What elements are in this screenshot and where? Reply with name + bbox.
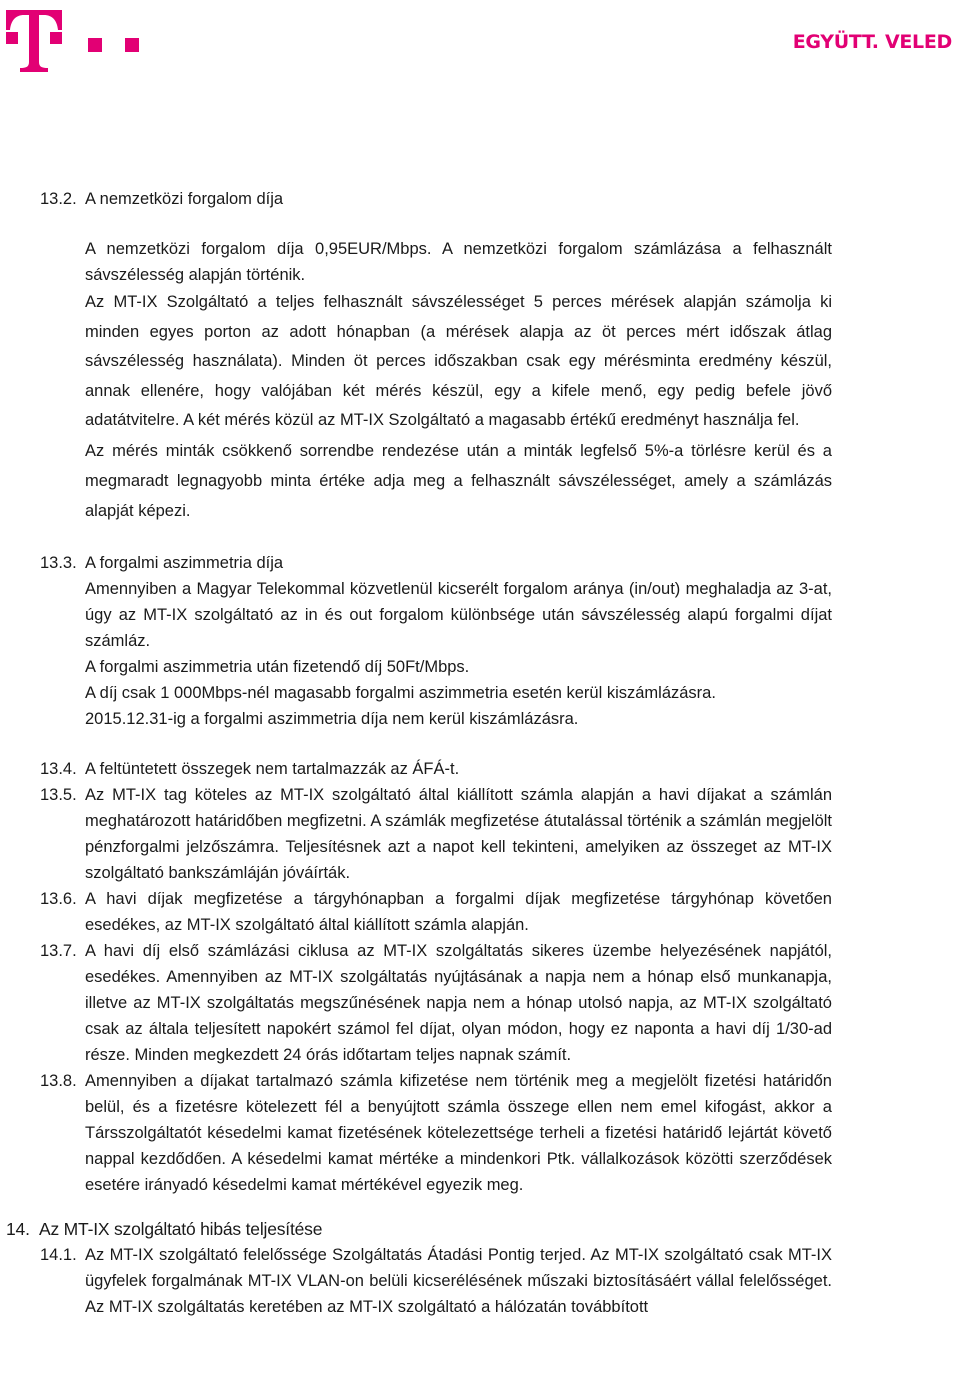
telekom-logo xyxy=(6,6,146,72)
section-number: 14.1. xyxy=(40,1245,77,1264)
section-13-2-body xyxy=(85,236,832,526)
paragraph: Az MT-IX szolgáltató felelőssége Szolgáltatás Átadási Pontig terjed. Az MT-IX szolgáltató csak MT-IX ügyfelek forgalmának MT-IX VLAN-on belüli kicserélésének műszaki biztosításáért vállal felelősséget. Az MT-IX szolgáltatás keretében az MT-IX szolgáltató a hálózatán továbbított xyxy=(85,1245,832,1316)
section-14-1 xyxy=(40,1242,832,1320)
paragraph: A havi díj első számlázási ciklusa az MT-IX szolgáltatás sikeres üzembe helyezésének napjától, esedékes. Amennyiben az MT-IX szolgáltatás nyújtásának a napja nem a hónap első munkanapja, illetve az MT-IX szolgáltatás megszűnésének napja nem a hónap utolsó napja, az MT-IX szolgáltató csak az általa teljesített napokért számol fel díjat, olyan módon, hogy ez naponta a havi díj 1/30-ad része. Minden megkezdett 24 órás időtartam teljes napnak számít. xyxy=(85,941,832,1064)
section-13-7 xyxy=(40,938,832,1068)
section-13-4 xyxy=(40,756,832,782)
section-13-6 xyxy=(40,886,832,938)
paragraph: Az MT-IX Szolgáltató a teljes felhasznált sávszélességet 5 perces mérések alapján számolja ki minden egyes porton az adott hónapban (a mérések alapja az öt perces mért időszak átlag sávszélesség használata). Minden öt perces időszakban csak egy mérésminta eredmény készül, annak ellenére, hogy valójában két mérés készül, egy a kifele menő, egy pedig befele jövő adatátvitelre. A két mérés közül az MT-IX Szolgáltató a magasabb értékű eredményt használja fel. xyxy=(85,293,832,429)
paragraph: Az mérés minták csökkenő sorrendbe rendezése után a minták legfelső 5%-a törlésre kerül és a megmaradt legnagyobb minta értéke adja meg a felhasznált sávszélességet, amely a számlázás alapját képezi. xyxy=(85,441,832,520)
section-number: 13.8. xyxy=(40,1071,77,1090)
section-13-8 xyxy=(40,1068,832,1198)
paragraph: Amennyiben a díjakat tartalmazó számla kifizetése nem történik meg a megjelölt fizetési határidőn belül, és a fizetésre kötelezett fél a benyújtott számla összege ellen nem emel kifogást, akkor a Társszolgáltatót késedelmi kamat fizetésének kötelezettsége terheli a fizetési határidő lejártát követő nappal kezdődően. A késedelmi kamat mértéke a mindenkori Ptk. vállalkozások közötti szerződések esetére irányadó késedelmi kamat mértékével egyezik meg. xyxy=(85,1071,832,1194)
section-13-2 xyxy=(40,186,832,212)
section-number: 14. xyxy=(6,1218,30,1239)
paragraph: A forgalmi aszimmetria után fizetendő díj 50Ft/Mbps. xyxy=(85,657,470,676)
logo-dot-2 xyxy=(125,38,139,52)
document-body xyxy=(6,186,832,1320)
paragraph: Amennyiben a Magyar Telekommal közvetlenül kicserélt forgalom aránya (in/out) meghaladja az 3-at, úgy az MT-IX szolgáltató az in és out forgalom különbsége után sávszélesség alapú forgalmi díjat számláz. xyxy=(85,579,832,650)
paragraph: 2015.12.31-ig a forgalmi aszimmetria díja nem kerül kiszámlázásra. xyxy=(85,709,579,728)
section-number: 13.4. xyxy=(40,759,77,778)
paragraph: A havi díjak megfizetése a tárgyhónapban a forgalmi díjak megfizetése tárgyhónap követően esedékes, az MT-IX szolgáltató által kiállított számla alapján. xyxy=(85,889,832,934)
logo-dot-1 xyxy=(88,38,102,52)
paragraph: A nemzetközi forgalom díja 0,95EUR/Mbps. A nemzetközi forgalom számlázása a felhasznált sávszélesség alapján történik. xyxy=(85,240,832,284)
section-13-3 xyxy=(40,550,832,732)
t-logo-dot-mid xyxy=(50,32,62,44)
paragraph: Az MT-IX tag köteles az MT-IX szolgáltató által kiállított számla alapján a havi díjakat a számlán meghatározott határidőben megfizetni. A számlák megfizetése átutalással történik a számlán megjelölt pénzforgalmi jelzőszámra. Teljesítésnek azt a napot kell tekinteni, amelyiken az összeget az MT-IX szolgáltató bankszámláján jóváírták. xyxy=(85,785,832,882)
paragraph: A feltüntetett összegek nem tartalmazzák az ÁFÁ-t. xyxy=(85,759,460,778)
section-title: A nemzetközi forgalom díja xyxy=(85,190,284,208)
section-title: A forgalmi aszimmetria díja xyxy=(85,553,284,572)
section-number: 13.2. xyxy=(40,190,77,208)
t-logo-dot-left xyxy=(6,32,18,44)
section-number: 13.6. xyxy=(40,889,77,908)
section-title: Az MT-IX szolgáltató hibás teljesítése xyxy=(39,1218,323,1239)
section-number: 13.5. xyxy=(40,785,77,804)
section-14-heading xyxy=(6,1216,832,1242)
section-13-5 xyxy=(40,782,832,886)
section-number: 13.3. xyxy=(40,553,77,572)
section-number: 13.7. xyxy=(40,941,77,960)
paragraph: A díj csak 1 000Mbps-nél magasabb forgalmi aszimmetria esetén kerül kiszámlázásra. xyxy=(85,683,716,702)
slogan: EGYÜTT. VELED xyxy=(792,31,952,53)
